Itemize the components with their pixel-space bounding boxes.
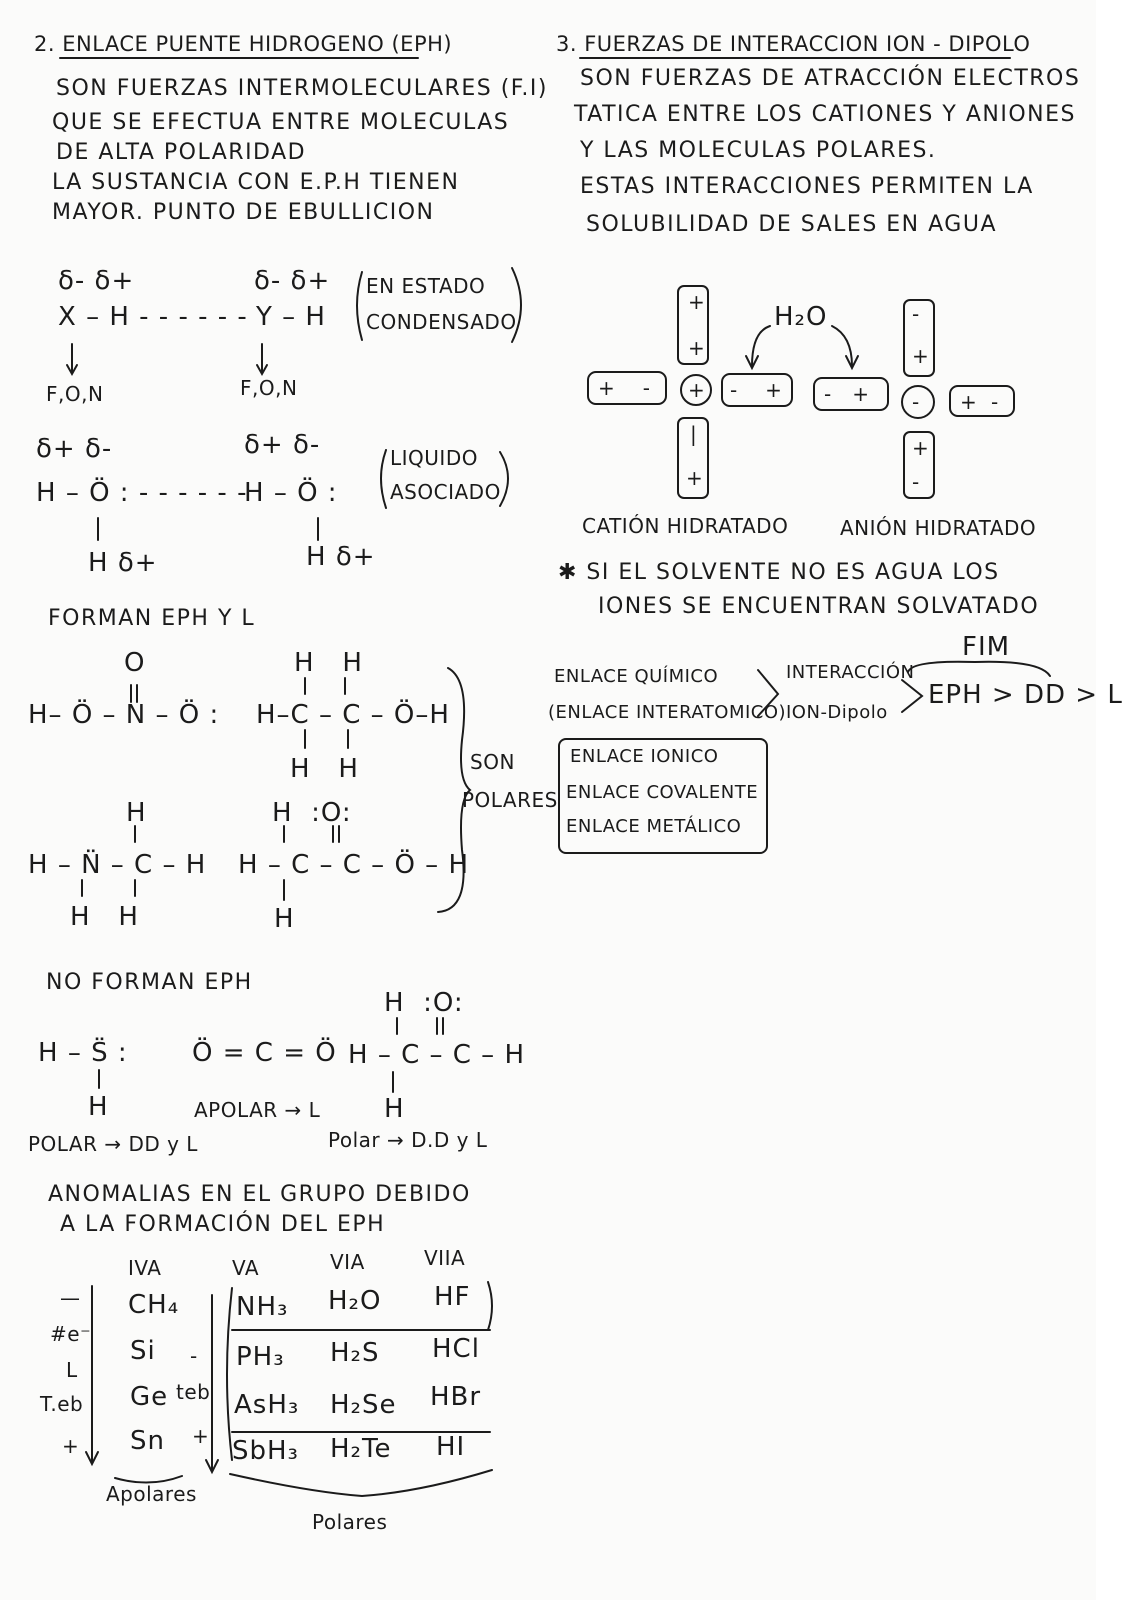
force-order: EPH > DD > L <box>928 680 1123 710</box>
table-cell: HCl <box>432 1334 480 1364</box>
structure-atom: H H <box>294 648 363 678</box>
teb-label: teb <box>176 1380 211 1404</box>
charge-sign: + <box>688 378 706 402</box>
anomalias-title: A LA FORMACIÓN DEL EPH <box>60 1212 386 1237</box>
trend-sign: - <box>190 1344 198 1368</box>
charge-sign: + <box>912 436 930 460</box>
polarity-label: Polar → D.D y L <box>328 1128 488 1152</box>
acetic-acid-structure: H – C – C – Ö – H <box>238 850 469 880</box>
section3-line: SOLUBILIDAD DE SALES EN AGUA <box>586 212 997 237</box>
atoms-label: F,O,N <box>46 382 104 406</box>
note-bracket-left <box>381 450 386 508</box>
water-hbond-formula: H – Ö : - - - - - - <box>36 478 248 508</box>
arrow-down-icon <box>67 344 77 374</box>
co2-structure: Ö = C = Ö <box>192 1038 337 1068</box>
structure-atom: H H <box>290 754 359 784</box>
polarity-label: APOLAR → L <box>194 1098 321 1122</box>
section3-line: ESTAS INTERACCIONES PERMITEN LA <box>580 174 1034 199</box>
note-bracket-right <box>500 452 508 506</box>
state-note: EN ESTADO <box>366 274 486 298</box>
structure-atom: H :O: <box>272 798 352 828</box>
group-header: VIIA <box>424 1246 466 1270</box>
table-bracket-right <box>488 1282 492 1330</box>
table-cell: Ge <box>130 1382 169 1412</box>
solvent-note: ✱ SI EL SOLVENTE NO ES AGUA LOS <box>558 560 1000 585</box>
structure-atom: H <box>126 798 147 828</box>
nitric-acid-structure: H– Ö – N – Ö : <box>28 700 220 730</box>
structure-atom: H H <box>70 902 139 932</box>
trend-label: #e⁻ <box>50 1322 92 1346</box>
table-cell: CH₄ <box>128 1290 180 1320</box>
cation-label: CATIÓN HIDRATADO <box>582 514 789 538</box>
water-label: H₂O <box>774 302 828 332</box>
table-cell: Sn <box>130 1426 165 1456</box>
trend-label: L <box>66 1358 78 1382</box>
charge-sign: - + <box>824 382 870 406</box>
state-note: CONDENSADO <box>366 310 517 334</box>
bond-type-item: ENLACE IONICO <box>570 746 719 767</box>
structure-atom: H <box>384 1094 405 1124</box>
group-header: VA <box>232 1256 260 1280</box>
group-header: VIA <box>330 1250 365 1274</box>
polares-label: SON <box>470 750 515 774</box>
group-header: IVA <box>128 1256 162 1280</box>
hbond-formula: X – H - - - - - - <box>58 302 248 332</box>
state-note: LIQUIDO <box>390 446 478 470</box>
bond-label: ENLACE QUÍMICO <box>554 666 719 687</box>
charge-sign: - <box>912 470 920 494</box>
table-bracket-left <box>227 1288 232 1460</box>
ethanol-structure: H–C – C – Ö–H <box>256 700 450 730</box>
bond-label: (ENLACE INTERATOMICO) <box>548 702 787 723</box>
polares-label: Polares <box>312 1510 388 1534</box>
anomalias-title: ANOMALIAS EN EL GRUPO DEBIDO <box>48 1182 471 1207</box>
section3-line: Y LAS MOLECULAS POLARES. <box>580 138 937 163</box>
structure-atom: H :O: <box>384 988 464 1018</box>
table-cell: NH₃ <box>236 1292 289 1322</box>
charge-sign: - + <box>730 378 783 402</box>
charge-sign: - <box>912 302 920 326</box>
charge-sign: - <box>912 390 920 414</box>
structure-atom: H <box>274 904 295 934</box>
trend-label: + <box>62 1434 80 1458</box>
table-cell: SbH₃ <box>232 1436 299 1466</box>
charge-sign: + <box>686 466 704 490</box>
apolares-label: Apolares <box>106 1482 197 1506</box>
charge-sign: | <box>690 422 698 446</box>
trend-label: T.eb <box>40 1392 84 1416</box>
hydrogen-label: H δ+ <box>88 548 158 578</box>
charge-sign: + - <box>960 390 999 414</box>
table-cell: H₂Se <box>330 1390 397 1420</box>
polarity-label: POLAR → DD y L <box>28 1132 198 1156</box>
table-cell: H₂O <box>328 1286 382 1316</box>
section2-line: SON FUERZAS INTERMOLECULARES (F.I) <box>56 76 548 101</box>
table-cell: HBr <box>430 1382 482 1412</box>
polares-label: POLARES <box>462 788 558 812</box>
partial-charges: δ- δ+ <box>254 266 331 296</box>
arrow-down-icon <box>257 344 267 374</box>
table-cell: H₂Te <box>330 1434 392 1464</box>
structure-atom: O <box>124 648 146 678</box>
section3-line: SON FUERZAS DE ATRACCIÓN ELECTROS <box>580 66 1081 91</box>
table-cell: AsH₃ <box>234 1390 300 1420</box>
table-cell: H₂S <box>330 1338 380 1368</box>
bond-type-item: ENLACE METÁLICO <box>566 816 742 837</box>
structure-atom: H <box>88 1092 109 1122</box>
bond-type-item: ENLACE COVALENTE <box>566 782 759 803</box>
table-cell: Si <box>130 1336 156 1366</box>
table-cell: PH₃ <box>236 1342 285 1372</box>
partial-charges: δ+ δ- <box>36 434 113 464</box>
forman-title: FORMAN EPH Y L <box>48 606 256 631</box>
charge-sign: + - <box>598 376 651 400</box>
note-bracket-left <box>357 272 362 340</box>
trend-label: — <box>60 1286 81 1310</box>
solvent-note: IONES SE ENCUENTRAN SOLVATADO <box>598 594 1040 619</box>
water-hbond-formula: H – Ö : <box>244 478 338 508</box>
polares-brace-bottom <box>230 1470 492 1496</box>
h2s-structure: H – S̈ : <box>38 1038 128 1068</box>
interaction-label: INTERACCIÓN <box>786 662 915 683</box>
section2-title: 2. ENLACE PUENTE HIDROGENO (EPH) <box>34 32 453 56</box>
partial-charges: δ+ δ- <box>244 430 321 460</box>
methylamine-structure: H – N̈ – C – H <box>28 850 207 880</box>
charge-sign: + <box>688 290 706 314</box>
anion-label: ANIÓN HIDRATADO <box>840 516 1037 540</box>
fim-brace <box>908 662 1050 676</box>
partial-charges: δ- δ+ <box>58 266 135 296</box>
section2-line: MAYOR. PUNTO DE EBULLICION <box>52 200 435 225</box>
charge-sign: + <box>912 344 930 368</box>
trend-sign: + <box>192 1424 210 1448</box>
charge-sign: + <box>688 336 706 360</box>
section2-line: LA SUSTANCIA CON E.P.H TIENEN <box>52 170 460 195</box>
section2-line: DE ALTA POLARIDAD <box>56 140 307 165</box>
no-forman-title: NO FORMAN EPH <box>46 970 253 995</box>
arrow-curved-icon <box>746 326 770 368</box>
atoms-label: F,O,N <box>240 376 298 400</box>
hbond-formula: Y – H <box>256 302 326 332</box>
section3-line: TATICA ENTRE LOS CATIONES Y ANIONES <box>574 102 1076 127</box>
table-cell: HF <box>434 1282 471 1312</box>
table-cell: HI <box>436 1432 466 1462</box>
greater-than <box>902 680 922 712</box>
fim-label: FIM <box>962 632 1011 662</box>
arrow-curved-icon <box>832 326 858 368</box>
section3-title: 3. FUERZAS DE INTERACCION ION - DIPOLO <box>556 32 1031 56</box>
section2-line: QUE SE EFECTUA ENTRE MOLECULAS <box>52 110 510 135</box>
interaction-label: ION-Dipolo <box>786 702 888 723</box>
hydrogen-label: H δ+ <box>306 542 376 572</box>
acetaldehyde-structure: H – C – C – H <box>348 1040 525 1070</box>
state-note: ASOCIADO <box>390 480 501 504</box>
